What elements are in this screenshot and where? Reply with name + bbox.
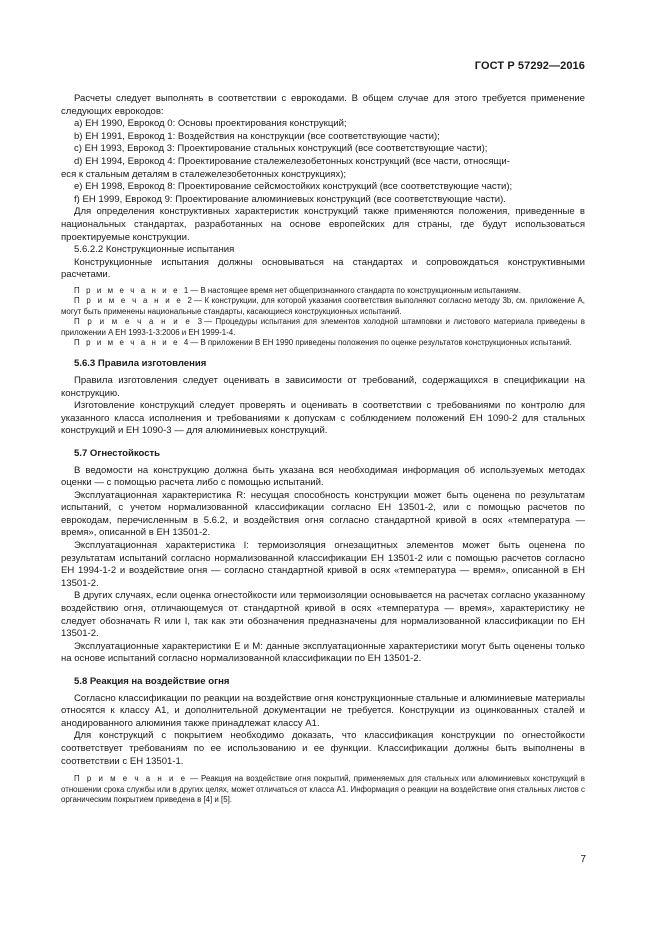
- note-4-text: — В приложении B ЕН 1990 приведены положения по оценке результатов конструкционных испытаний.: [190, 337, 572, 347]
- eurocode-item-e: e) ЕН 1998, Еврокод 8: Проектирование сейсмостойких конструкций (все соответствующие части);: [74, 181, 513, 193]
- eurocode-item-d: d) ЕН 1994, Еврокод 4: Проектирование сталежелезобетонных конструкций (все части, относящи-: [74, 155, 510, 167]
- note-3-text: — Процедуры испытания для элементов холодной штамповки и листового материала приведены в приложении A ЕН 1993-1-3:2006 и ЕН 1999-1-4.: [61, 317, 585, 337]
- eurocode-item-c: c) ЕН 1993, Еврокод 3: Проектирование стальных конструкций (все соответствующие части);: [74, 143, 488, 155]
- notes-block: [61, 286, 585, 348]
- note-3-label: П р и м е ч а н и е 3: [74, 317, 205, 327]
- section-563-paragraph-1: Правила изготовления следует оценивать в зависимости от требований, содержащихся в спецификации на конструкцию.: [61, 374, 585, 399]
- section-57-paragraph-2: Эксплуатационная характеристика R: несущая способность конструкции может быть оценена по результатам испытаний, с учетом нормализованной классификации согласно ЕН 13501-2, или с помощью расчетов по еврокодам, перечисленным в 5.6.2, и воздействия огня согласно стандартной кривой в осях «температура — время», описанной в ЕН 13501-2.: [61, 489, 585, 539]
- section-58-note: [61, 774, 585, 805]
- note-1: [61, 286, 585, 296]
- section-57-paragraph-3: Эксплуатационная характеристика I: термоизоляция огнезащитных элементов может быть оценена по результатам испытаний согласно нормализованной классификации ЕН 13501-2 или с помощью расчетов согласно ЕН 1994-1-2 и воздействие огня — согласно стандартной кривой в осях «температура — время», описанной в ЕН 13501-2.: [61, 540, 585, 589]
- note-2-label: П р и м е ч а н и е 2: [74, 296, 195, 306]
- document-header: ГОСТ Р 57292—2016: [474, 60, 585, 72]
- eurocode-item-f: f) ЕН 1999, Еврокод 9: Проектирование алюминиевых конструкций (все соответствующие части).: [74, 193, 506, 205]
- section-57-paragraph-1: В ведомости на конструкцию должна быть указана вся необходимая информация об используемых методах оценки — с помощью расчета либо с помощью испытаний.: [61, 464, 585, 489]
- section-563-heading: 5.6.3 Правила изготовления: [74, 358, 207, 370]
- section-57-paragraph-4: В других случаях, если оценка огнестойкости или термоизоляции основывается на расчетах согласно указанному воздействию огня, отличающемуся от стандартной кривой в осях «температура — время», характеристику не следует обозначать R или I, так как эти обозначения предназначены для нормализованной классификации по ЕН 13501-2.: [61, 590, 585, 640]
- eurocode-item-b: b) ЕН 1991, Еврокод 1: Воздействия на конструкции (все соответствующие части);: [74, 130, 440, 142]
- section-57-heading: 5.7 Огнестойкость: [74, 447, 161, 459]
- section-58-note-text: — Реакция на воздействие огня покрытий, применяемых для стальных или алюминиевых конструкций в отношении срока службы или в других целях, может отличаться от класса A1. Информация о реакции на воздействие огня стальных листов с органическим покрытием приведена в [4] и [5].: [61, 774, 585, 804]
- national-standards-paragraph: Для определения конструктивных характеристик конструкций также применяются положения, приведенные в национальных стандартах, разработанных на основе европейских для страны, где будут использоваться проектируемые конструкции.: [61, 206, 585, 243]
- section-5622-heading: 5.6.2.2 Конструкционные испытания: [74, 244, 235, 256]
- note-3: [61, 317, 585, 338]
- note-2-text: — К конструкции, для которой указания соответствия выполняют согласно методу 3b, см. приложение A, могут быть применены национальные стандарты, касающиеся конструкционных испытаний.: [61, 296, 585, 316]
- eurocode-item-d-continued: еся к стальным деталям в сталежелезобетонных конструкциях);: [61, 168, 347, 180]
- intro-paragraph: Расчеты следует выполнять в соответствии с еврокодами. В общем случае для этого требуется применение следующих еврокодов:: [61, 93, 585, 117]
- note-4: [61, 338, 585, 348]
- eurocode-item-a: a) ЕН 1990, Еврокод 0: Основы проектирования конструкций;: [74, 118, 347, 130]
- section-58-paragraph-1: Согласно классификации по реакции на воздействие огня конструкционные стальные и алюминиевые материалы относятся к классу A1, и дополнительной документации не требуется. Конструкции из оцинкованных сталей и анодированного алюминия также принадлежат классу A1.: [61, 692, 585, 729]
- note-2: [61, 296, 585, 317]
- section-57-paragraph-5: Эксплуатационные характеристики E и M: данные эксплуатационные характеристики могут быть оценены только на основе испытаний согласно нормализованной классификации по ЕН 13501-2.: [61, 640, 585, 665]
- section-5622-text: Конструкционные испытания должны основываться на стандартах и сопровождаться конструктивными расчетами.: [61, 256, 585, 281]
- note-1-label: П р и м е ч а н и е 1: [74, 285, 191, 295]
- page-content: [61, 93, 585, 805]
- section-58-paragraph-2: Для конструкций с покрытием необходимо доказать, что классификация конструкции по огнестойкости соответствует требованиям по ее использованию и ее функции. Классификации должны быть выполнены в соответствии с ЕН 13501-1.: [61, 730, 585, 767]
- section-58-heading: 5.8 Реакция на воздействие огня: [74, 676, 230, 687]
- page-number: 7: [580, 854, 586, 865]
- section-58-note-label: П р и м е ч а н и е: [74, 774, 188, 784]
- note-1-text: — В настоящее время нет общепризнанного стандарта по конструкционным испытаниям.: [190, 285, 521, 295]
- note-4-label: П р и м е ч а н и е 4: [74, 337, 191, 347]
- section-563-paragraph-2: Изготовление конструкций следует проверять и оценивать в соответствии с требованиями по контролю для указанного класса исполнения и требованиями к допускам с соблюдением положений ЕН 1090-2 для стальных конструкций и ЕН 1090-3 — для алюминиевых конструкций.: [61, 400, 585, 437]
